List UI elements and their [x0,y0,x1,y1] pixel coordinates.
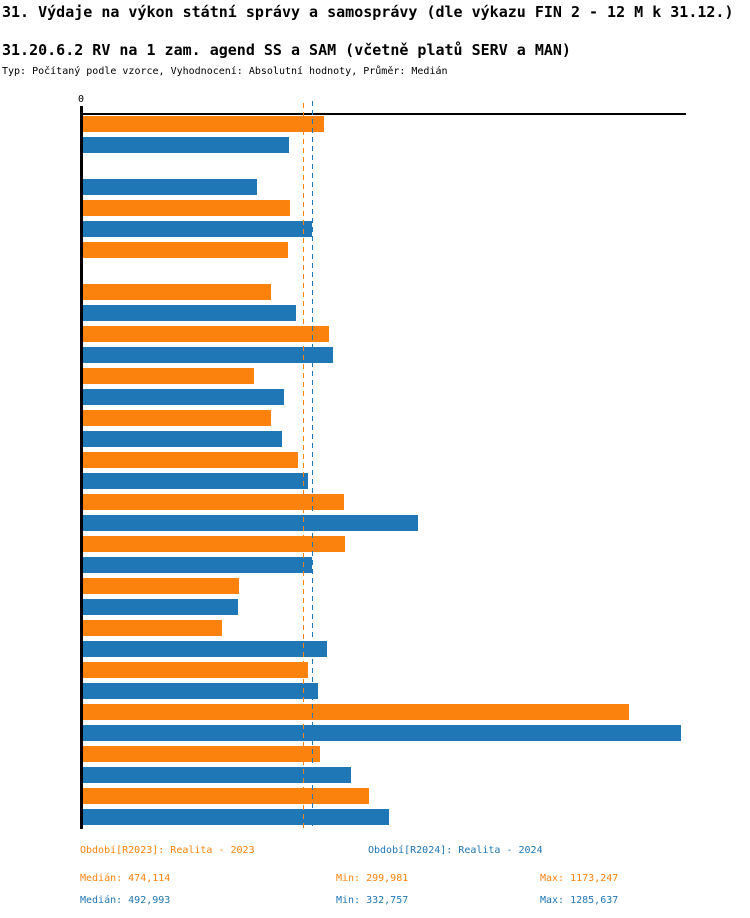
legend-r2024: Období[R2024]: Realita - 2024 [368,845,543,856]
series-label-r2023 [38,620,78,636]
bar-r2024 [83,473,308,489]
series-label-r2024 [38,137,78,153]
bar-r2024 [83,809,389,825]
median-line-r2023 [303,103,304,829]
series-label-r2023 [38,452,78,468]
series-label-r2023 [38,788,78,804]
chart-title: 31. Výdaje na výkon státní správy a samosprávy (dle výkazu FIN 2 - 12 M k 31.12.) [2,3,734,21]
series-label-r2023 [38,578,78,594]
category-label [8,662,42,678]
stat-min-r2023: Min: 299,981 [336,873,409,884]
series-label-r2023 [38,116,78,132]
bar-r2023 [83,494,344,510]
series-label-r2023 [38,536,78,552]
category-label [8,284,42,300]
series-label-r2024 [38,347,78,363]
series-label-r2024 [38,305,78,321]
series-label-r2024 [38,683,78,699]
category-label [8,536,42,552]
bar-r2024 [83,641,327,657]
series-label-r2023 [38,368,78,384]
bar-r2024 [83,389,284,405]
series-label-r2023 [38,410,78,426]
series-label-r2024 [38,389,78,405]
category-label [8,326,42,342]
series-label-r2024 [38,557,78,573]
bar-r2024 [83,683,318,699]
bar-r2023 [83,242,288,258]
plot-area [0,90,750,835]
category-label [8,158,42,174]
series-label-r2023 [38,158,78,174]
bar-r2023 [83,410,271,426]
bar-r2023 [83,284,271,300]
bar-r2023 [83,620,222,636]
series-label-r2023 [38,284,78,300]
stat-min-r2024: Min: 332,757 [336,895,409,906]
series-label-r2023 [38,704,78,720]
series-label-r2024 [38,263,78,279]
bar-r2023 [83,452,298,468]
category-label [8,494,42,510]
y-axis-zero-line [80,106,83,829]
series-label-r2024 [38,221,78,237]
category-label [8,704,42,720]
legend-r2023: Období[R2023]: Realita - 2023 [80,845,255,856]
series-label-r2024 [38,473,78,489]
series-label-r2023 [38,494,78,510]
series-label-r2023 [38,326,78,342]
category-label [8,242,42,258]
series-label-r2023 [38,242,78,258]
stat-median-r2023: Medián: 474,114 [80,873,171,884]
category-label [8,452,42,468]
category-label [8,578,42,594]
bar-r2023 [83,578,239,594]
median-line-r2024 [312,101,313,829]
series-label-r2024 [38,431,78,447]
bar-r2023 [83,326,329,342]
category-label [8,788,42,804]
category-label [8,620,42,636]
bar-r2024 [83,221,312,237]
category-label [8,200,42,216]
series-label-r2024 [38,767,78,783]
bar-r2023 [83,536,345,552]
series-label-r2024 [38,725,78,741]
bar-r2023 [83,788,369,804]
bar-r2023 [83,746,320,762]
stat-max-r2023: Max: 1173,247 [540,873,619,884]
x-axis-zero-label: 0 [77,94,85,105]
bar-r2024 [83,515,418,531]
bar-r2023 [83,704,629,720]
series-label-r2023 [38,200,78,216]
bar-r2024 [83,305,296,321]
bar-r2023 [83,662,308,678]
series-label-r2024 [38,515,78,531]
category-label [8,410,42,426]
bar-r2024 [83,767,351,783]
bar-r2024 [83,179,257,195]
bar-r2024 [83,557,312,573]
series-label-r2023 [38,662,78,678]
bar-r2024 [83,347,333,363]
bar-r2023 [83,200,290,216]
x-axis-line [80,113,686,115]
series-label-r2023 [38,746,78,762]
bar-r2023 [83,368,254,384]
stat-max-r2024: Max: 1285,637 [540,895,619,906]
stat-median-r2024: Medián: 492,993 [80,895,171,906]
chart-subtitle: 31.20.6.2 RV na 1 zam. agend SS a SAM (včetně platů SERV a MAN) [2,41,571,59]
series-label-r2024 [38,809,78,825]
bar-r2024 [83,431,282,447]
bar-r2023 [83,116,324,132]
series-label-r2024 [38,641,78,657]
category-label [8,368,42,384]
category-label [8,746,42,762]
series-label-r2024 [38,179,78,195]
category-label [8,116,42,132]
bar-r2024 [83,137,289,153]
bar-r2024 [83,599,238,615]
chart-meta-line: Typ: Počítaný podle vzorce, Vyhodnocení: Absolutní hodnoty, Průměr: Medián [2,66,448,77]
series-label-r2024 [38,599,78,615]
bar-r2024 [83,725,681,741]
